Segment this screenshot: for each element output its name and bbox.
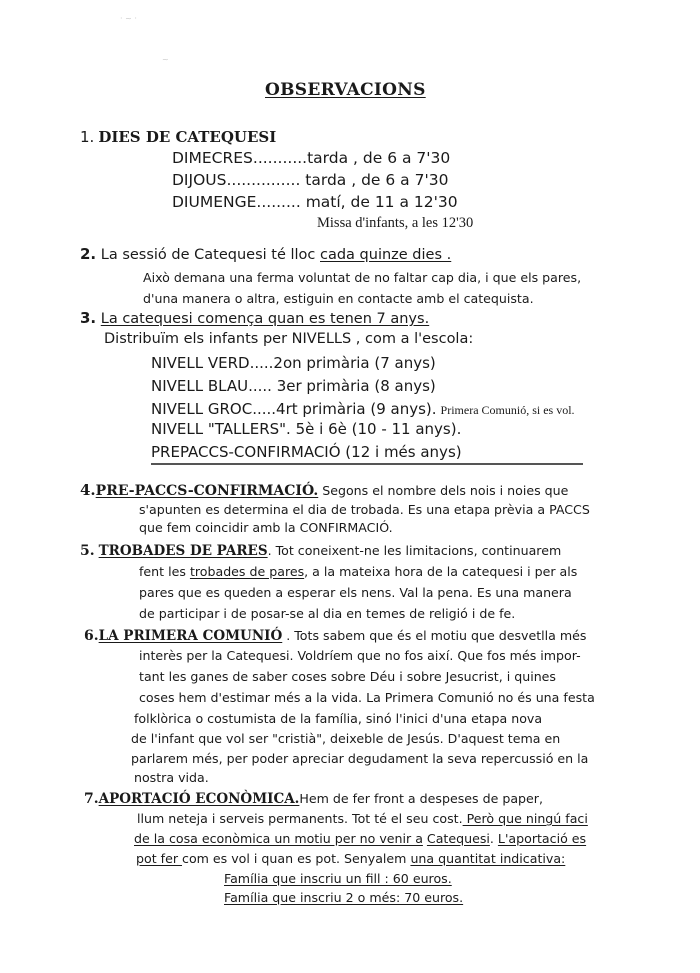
section-heading: LA PRIMERA COMUNIÓ — [98, 628, 283, 644]
level-groc — [151, 400, 575, 419]
section-7-line — [137, 811, 588, 826]
section-text: . Tot coneixent-ne les limitacions, continuarem — [267, 543, 562, 558]
section-6-line: parlarem més, per poder apreciar degudament la seva repercussió en la — [131, 751, 589, 766]
section-5-line: pares que es queden a esperar els nens. Val la pena. Es una manera — [139, 585, 572, 600]
underlined-text: una quantitat indicativa: — [410, 851, 566, 866]
section-6-line: interès per la Catequesi. Voldríem que no fos així. Que fos més impor- — [139, 648, 581, 663]
underlined-text: Catequesi — [426, 831, 490, 846]
section-1-heading — [80, 128, 276, 147]
fee-one-child: Família que inscriu un fill : 60 euros. — [224, 871, 452, 886]
level-note: Primera Comunió, si es vol. — [440, 403, 575, 417]
scan-artifact: · ~ · — [120, 14, 137, 23]
section-text: La sessió de Catequesi té lloc — [100, 247, 316, 263]
section-7-line — [134, 831, 586, 846]
schedule-thursday: DIJOUS............... tarda , de 6 a 7'30 — [172, 171, 449, 189]
level-tallers: NIVELL "TALLERS". 5è i 6è (10 - 11 anys). — [151, 420, 462, 438]
section-number: 4. — [80, 481, 96, 499]
section-6-line: folklòrica o costumista de la família, sinó l'inici d'una etapa nova — [134, 711, 543, 726]
section-2-line: Això demana una ferma voluntat de no faltar cap dia, i que els pares, — [143, 270, 582, 285]
section-heading: TROBADES DE PARES — [98, 543, 268, 559]
section-7-line — [136, 851, 565, 866]
section-text: Segons el nombre dels nois i noies que — [322, 483, 569, 498]
underlined-text: Però que ningú faci — [462, 811, 588, 826]
section-text: com es vol i quan es pot. Senyalem — [182, 851, 411, 866]
section-number: 6. — [84, 628, 99, 644]
underlined-text: La catequesi comença quan es tenen 7 anys. — [100, 311, 430, 327]
underlined-text: cada quinze dies . — [320, 247, 452, 263]
section-number: 3. — [80, 309, 97, 327]
schedule-wednesday: DIMECRES...........tarda , de 6 a 7'30 — [172, 149, 451, 167]
fee-two-or-more: Família que inscriu 2 o més: 70 euros. — [224, 890, 464, 905]
section-7-first-line — [84, 790, 543, 808]
levels-intro: Distribuïm els infants per NIVELLS , com a l'escola: — [104, 331, 474, 347]
level-prepaccs: PREPACCS-CONFIRMACIÓ (12 i més anys) — [151, 443, 462, 461]
section-text: , a la mateixa hora de la catequesi i per als — [304, 564, 578, 579]
section-4-line: s'apunten es determina el dia de trobada. Es una etapa prèvia a PACCS — [139, 502, 590, 517]
section-heading: APORTACIÓ ECONÒMICA. — [98, 791, 300, 807]
section-4-first-line — [80, 481, 568, 500]
scan-artifact: ~ — [162, 55, 169, 64]
section-5-line — [139, 564, 577, 579]
section-5-first-line — [80, 542, 561, 560]
section-4-line: que fem coincidir amb la CONFIRMACIÓ. — [139, 520, 393, 535]
underlined-text: trobades de pares — [189, 564, 305, 579]
section-text: llum neteja i serveis permanents. Tot té el seu cost. — [137, 811, 463, 826]
section-5-line: de participar i de posar-se al dia en temes de religió i de fe. — [139, 606, 516, 621]
level-verd: NIVELL VERD.....2on primària (7 anys) — [151, 354, 436, 372]
mass-note: Missa d'infants, a les 12'30 — [317, 215, 474, 231]
section-text: Hem de fer front a despeses de paper, — [299, 791, 543, 806]
section-6-line: coses hem d'estimar més a la vida. La Primera Comunió no és una festa — [139, 690, 595, 705]
section-number: 1. — [80, 128, 95, 146]
level-text: NIVELL GROC.....4rt primària (9 anys). — [151, 400, 437, 418]
section-heading: DIES DE CATEQUESI — [98, 128, 277, 146]
underlined-text: pot fer — [136, 851, 183, 866]
section-3-heading — [80, 309, 429, 327]
underlined-text: de la cosa econòmica un motiu per no venir a — [134, 831, 423, 846]
section-text: . — [489, 831, 498, 846]
section-6-line: nostra vida. — [134, 770, 209, 785]
level-blau: NIVELL BLAU..... 3er primària (8 anys) — [151, 377, 436, 395]
section-6-line: de l'infant que vol ser "cristià", deixeble de Jesús. D'aquest tema en — [131, 731, 561, 746]
section-text: . Tots sabem que és el motiu que desvetlla més — [282, 628, 587, 643]
schedule-sunday: DIUMENGE......... matí, de 11 a 12'30 — [172, 193, 458, 211]
section-6-first-line — [84, 627, 586, 645]
section-text: fent les — [139, 564, 186, 579]
underlined-text: L'aportació es — [497, 831, 587, 846]
section-heading: PRE-PACCS-CONFIRMACIÓ. — [95, 483, 319, 499]
page-title: OBSERVACIONS — [265, 80, 426, 100]
section-2-line: d'una manera o altra, estiguin en contacte amb el catequista. — [143, 291, 534, 306]
section-2-lead — [80, 245, 451, 263]
separator-line — [151, 463, 583, 465]
section-6-line: tant les ganes de saber coses sobre Déu i sobre Jesucrist, i quines — [139, 669, 556, 684]
section-number: 2. — [80, 245, 97, 263]
section-number: 5. — [80, 543, 95, 559]
section-number: 7. — [84, 791, 99, 807]
